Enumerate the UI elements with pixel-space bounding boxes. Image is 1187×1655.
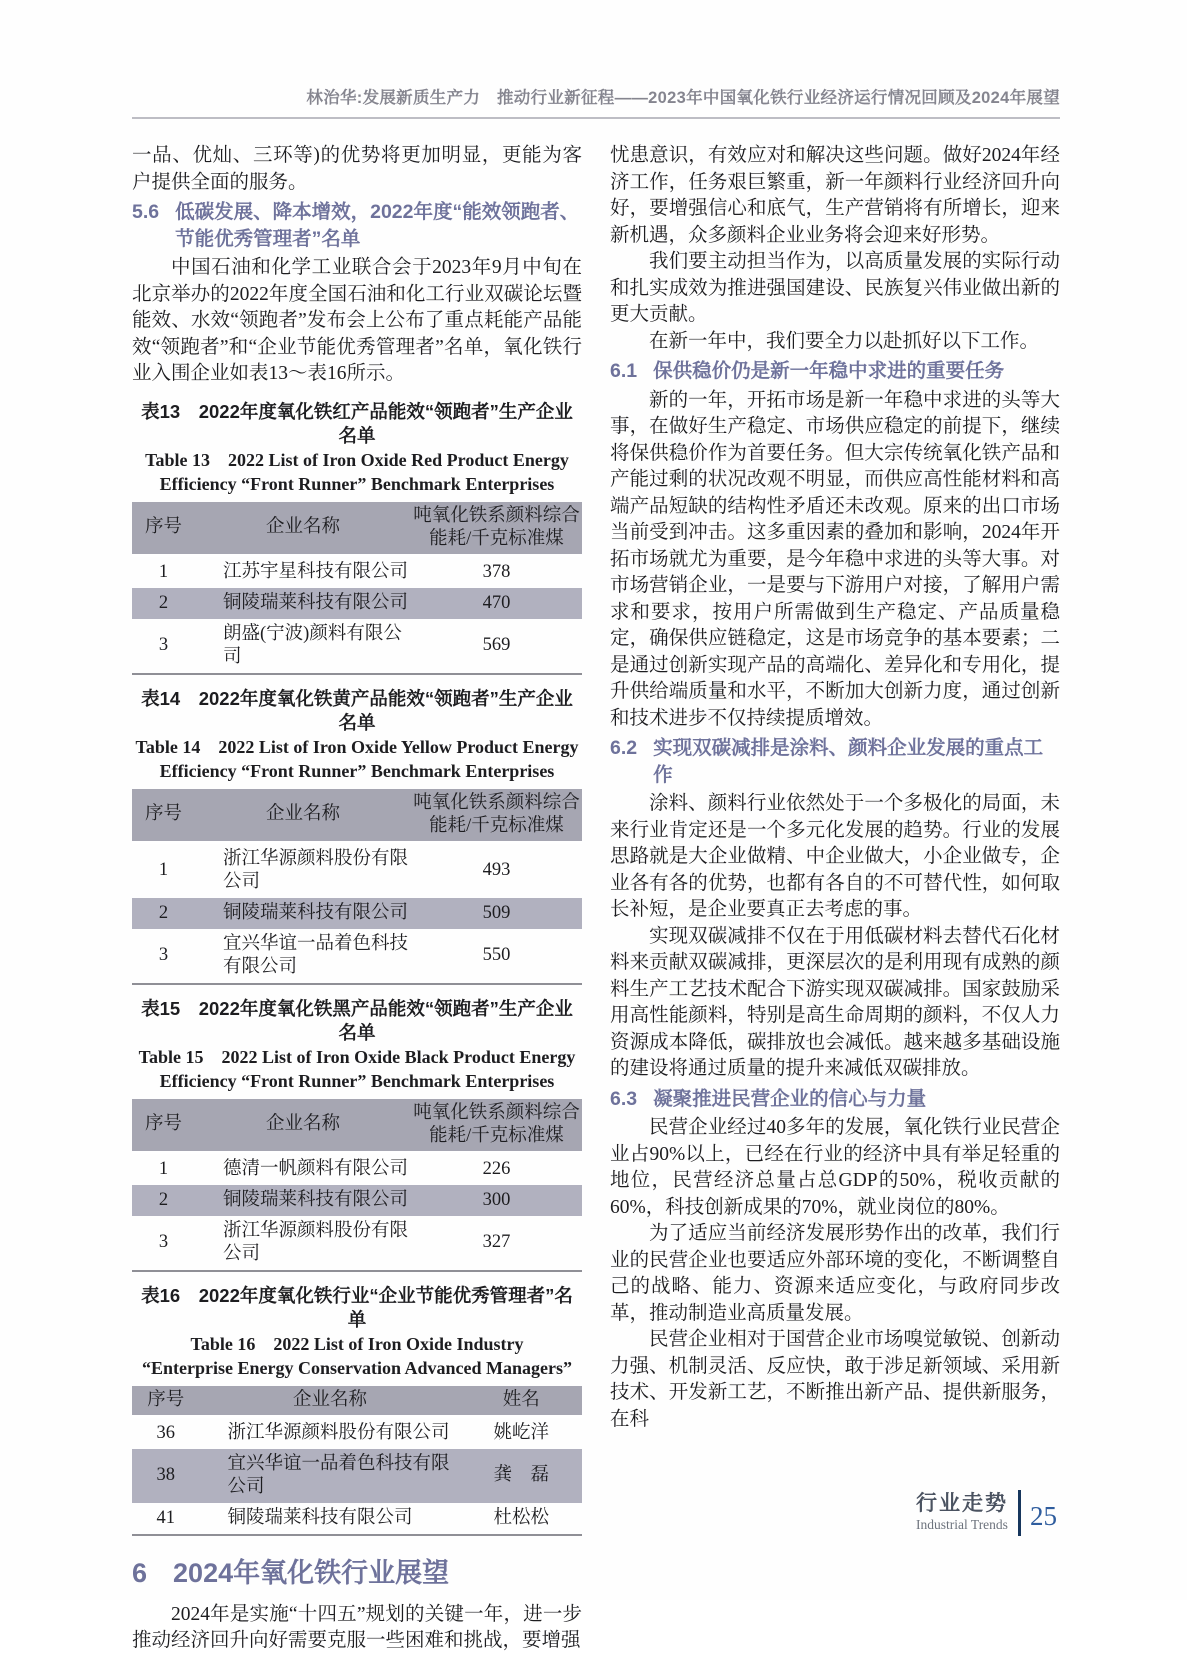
paragraph: 新的一年，开拓市场是新一年稳中求进的头等大事，在做好生产稳定、市场供应稳定的前提下，继续将保供稳价作为首要任务。但大宗传统氧化铁产品和产能过剩的状况改观不明显，而供应高性能材料和高端产品短缺的结构性矛盾还未改观。原来的出口市场当前受到冲击。这多重因素的叠加和影响，2024年开拓市场就尤为重要，是今年稳中求进的头等大事。对市场营销企业，一是要与下游用户对接，了解用户需求和要求，按用户所需做到生产稳定、产品质量稳定，确保供应链稳定，这是市场竞争的基本要素；二是通过创新实现产品的高端化、差异化和专用化，提升供给端质量和水平，不断加大创新力度，通过创新和技术进步不仅持续提质增效。 [610,389,1060,729]
cell-seq: 3 [158,945,169,965]
page-content [132,84,1060,1655]
paragraph: 涂料、颜料行业依然处于一个多极化的局面，未来行业肯定还是一个多元化发展的趋势。行业的发展思路就是大企业做精、中企业做大，小企业做专，企业各有各的优势，也都有各自的不可替代性，如何取长补短，是企业要真正去考虑的事。 [610,793,1060,920]
data-table-13 [132,502,582,675]
table-row [132,842,582,898]
section-number: 6.1 [610,360,638,382]
page-footer [916,1490,1057,1536]
paragraph: 民营企业经过40多年的发展，氧化铁行业民营企业占90%以上，已经在行业的经济中具有举足轻重的地位，民营经济总量占总GDP的50%，税收贡献的60%，科技创新成果的70%，就业岗位的80%。 [610,1117,1060,1218]
cell-value: 327 [482,1232,511,1252]
cell-company: 宜兴华谊一品着色科技有限公司 [223,933,409,977]
table-caption-cn: 表16 2022年度氧化铁行业“企业节能优秀管理者”名单 [141,1284,573,1330]
column-header: 序号 [132,1386,200,1417]
column-header: 企业名称 [195,789,411,843]
section-number: 6.2 [610,737,638,759]
cell-seq: 3 [158,1232,169,1252]
section-number: 6.3 [610,1087,638,1110]
cell-person: 杜松松 [493,1507,549,1528]
cell-company: 铜陵瑞莱科技有限公司 [223,592,409,613]
paragraph: 实现双碳减排不仅在于用低碳材料去替代石化材料来贡献双碳减排，更深层次的是利用现有成熟的颜料生产工艺技术配合下游实现双碳减排。国家鼓励采用高性能颜料，特别是高生命周期的颜料，不仅人力资源成本降低，碳排放也会减低。越来越多基础设施的建设将通过质量的提升来减低双碳排放。 [610,925,1060,1079]
paragraph: 民营企业相对于国营企业市场嗅觉敏锐、创新动力强、机制灵活、反应快，敢于涉足新领域、采用新技术、开发新工艺，不断推出新产品、提供新服务，在科 [610,1329,1060,1430]
left-column [132,143,582,1655]
paragraph: 一品、优灿、三环等)的优势将更加明显，更能为客户提供全面的服务。 [132,145,582,193]
table-caption-en: Table 14 2022 List of Iron Oxide Yellow Product Energy [135,736,579,757]
header-rule [132,117,1060,119]
table-caption-en: “Enterprise Energy Conservation Advanced Managers” [142,1357,572,1378]
table-row [132,1416,582,1449]
data-table-16 [132,1386,582,1536]
cell-company: 江苏宇星科技有限公司 [223,561,409,582]
cell-value: 300 [482,1189,511,1210]
table-row [132,1185,582,1216]
column-header: 企业名称 [200,1386,461,1417]
table-row [132,1216,582,1271]
table-caption-en: Efficiency “Front Runner” Benchmark Enterprises [159,473,555,494]
table-header-row [132,1099,582,1153]
cell-company: 宜兴华谊一品着色科技有限公司 [227,1453,450,1497]
cell-value: 470 [482,592,511,613]
cell-value: 378 [482,561,511,582]
cell-seq: 1 [158,561,169,582]
section-title: 低碳发展、降本增效，2022年度“能效领跑者、节能优秀管理者”名单 [175,201,580,250]
cell-value: 226 [482,1158,511,1179]
paragraph: 中国石油和化学工业联合会于2023年9月中旬在北京举办的2022年度全国石油和化工行业双碳论坛暨能效、水效“领跑者”发布会上公布了重点耗能产品能效“领跑者”和“企业节能优秀管理者”名单，氧化铁行业入围企业如表13～表16所示。 [132,257,582,384]
table-caption-en: Table 15 2022 List of Iron Oxide Black Product Energy [138,1046,576,1067]
cell-value: 550 [482,945,511,965]
column-header: 企业名称 [195,1099,411,1153]
table-caption-en: Table 13 2022 List of Iron Oxide Red Product Energy [145,449,569,470]
cell-seq: 1 [158,1158,169,1179]
column-header: 吨氧化铁系颜料综合能耗/千克标准煤 [411,502,582,556]
table-row [132,588,582,619]
running-title: 林治华:发展新质生产力 推动行业新征程——2023年中国氧化铁行业经济运行情况回顾及2024年展望 [306,89,1060,107]
table-header-row [132,1386,582,1417]
footer-section-en: Industrial Trends [916,1517,1008,1532]
column-header: 吨氧化铁系颜料综合能耗/千克标准煤 [411,1099,582,1153]
footer-section-cn: 行业走势 [916,1492,1008,1515]
paragraph: 我们要主动担当作为，以高质量发展的实际行动和扎实成效为推进强国建设、民族复兴伟业做出新的更大贡献。 [610,251,1060,325]
cell-company: 铜陵瑞莱科技有限公司 [223,902,409,923]
cell-seq: 3 [158,635,169,655]
section-title: 实现双碳减排是涂料、颜料企业发展的重点工作 [653,737,1044,786]
cell-company: 铜陵瑞莱科技有限公司 [223,1189,409,1210]
section-title: 2024年氧化铁行业展望 [173,1557,450,1588]
column-header: 吨氧化铁系颜料综合能耗/千克标准煤 [411,789,582,843]
page-number: 25 [1030,1501,1057,1531]
column-header: 序号 [132,789,195,843]
two-column-layout [132,143,1060,1655]
table-row [132,555,582,588]
table-caption-en: Efficiency “Front Runner” Benchmark Enterprises [159,760,555,781]
section-heading-5-6 [132,199,582,252]
data-table-15 [132,1099,582,1272]
cell-company: 浙江华源颜料股份有限公司 [223,848,409,892]
section-heading-6 [132,1556,582,1590]
cell-person: 龚 磊 [493,1465,549,1485]
table-row [132,1152,582,1185]
table-header-row [132,502,582,556]
section-heading-6-2 [610,735,1060,788]
column-header: 序号 [132,502,195,556]
table-16-block [132,1284,582,1536]
table-header-row [132,789,582,843]
cell-seq: 36 [156,1422,175,1443]
cell-value: 493 [482,860,511,880]
table-row [132,619,582,674]
right-column [610,143,1060,1655]
cell-company: 铜陵瑞莱科技有限公司 [227,1507,413,1528]
data-table-14 [132,789,582,985]
cell-seq: 2 [158,592,169,613]
cell-company: 朗盛(宁波)颜料有限公司 [223,623,402,667]
paragraph: 2024年是实施“十四五”规划的关键一年，进一步推动经济回升向好需要克服一些困难和挑战，要增强 [132,1603,582,1651]
section-title: 保供稳价仍是新一年稳中求进的重要任务 [653,360,1005,382]
cell-seq: 2 [158,1189,169,1210]
cell-seq: 2 [158,902,169,923]
table-row [132,1449,582,1503]
cell-person: 姚屹洋 [493,1422,549,1443]
table-caption-cn: 表15 2022年度氧化铁黑产品能效“领跑者”生产企业名单 [141,997,573,1043]
section-number: 6 [132,1557,148,1588]
table-row [132,929,582,984]
section-number: 5.6 [132,201,160,223]
column-header: 姓名 [461,1386,583,1417]
section-heading-6-1 [610,358,1060,385]
paragraph: 为了适应当前经济发展形势作出的改革，我们行业的民营企业也要适应外部环境的变化，不断调整自己的战略、能力、资源来适应变化，与政府同步改革，推动制造业高质量发展。 [610,1223,1060,1324]
cell-company: 浙江华源颜料股份有限公司 [227,1422,450,1443]
table-14-block [132,687,582,985]
footer-divider-bar [1018,1490,1021,1536]
table-caption-en: Table 16 2022 List of Iron Oxide Industry [190,1333,524,1354]
table-caption-cn: 表13 2022年度氧化铁红产品能效“领跑者”生产企业名单 [141,400,573,446]
cell-value: 569 [482,635,511,655]
cell-seq: 1 [158,860,169,880]
table-row [132,898,582,929]
cell-seq: 41 [156,1507,175,1528]
cell-company: 浙江华源颜料股份有限公司 [223,1220,409,1264]
section-heading-6-3 [610,1086,1060,1113]
cell-value: 509 [482,902,511,923]
table-15-block [132,997,582,1272]
table-caption-en: Efficiency “Front Runner” Benchmark Enterprises [159,1070,555,1091]
paragraph: 在新一年中，我们要全力以赴抓好以下工作。 [649,330,1040,352]
table-caption-cn: 表14 2022年度氧化铁黄产品能效“领跑者”生产企业名单 [141,687,573,733]
table-row [132,1503,582,1535]
column-header: 序号 [132,1099,195,1153]
paragraph: 忧患意识，有效应对和解决这些问题。做好2024年经济工作，任务艰巨繁重，新一年颜料行业经济回升向好，要增强信心和底气，生产营销将有所增长，迎来新机遇，众多颜料企业业务将会迎来好形势。 [610,145,1060,246]
footer-labels [916,1493,1008,1533]
section-title: 凝聚推进民营企业的信心与力量 [653,1087,927,1110]
table-13-block [132,400,582,675]
cell-company: 德清一帆颜料有限公司 [223,1158,409,1179]
column-header: 企业名称 [195,502,411,556]
cell-seq: 38 [156,1465,175,1485]
